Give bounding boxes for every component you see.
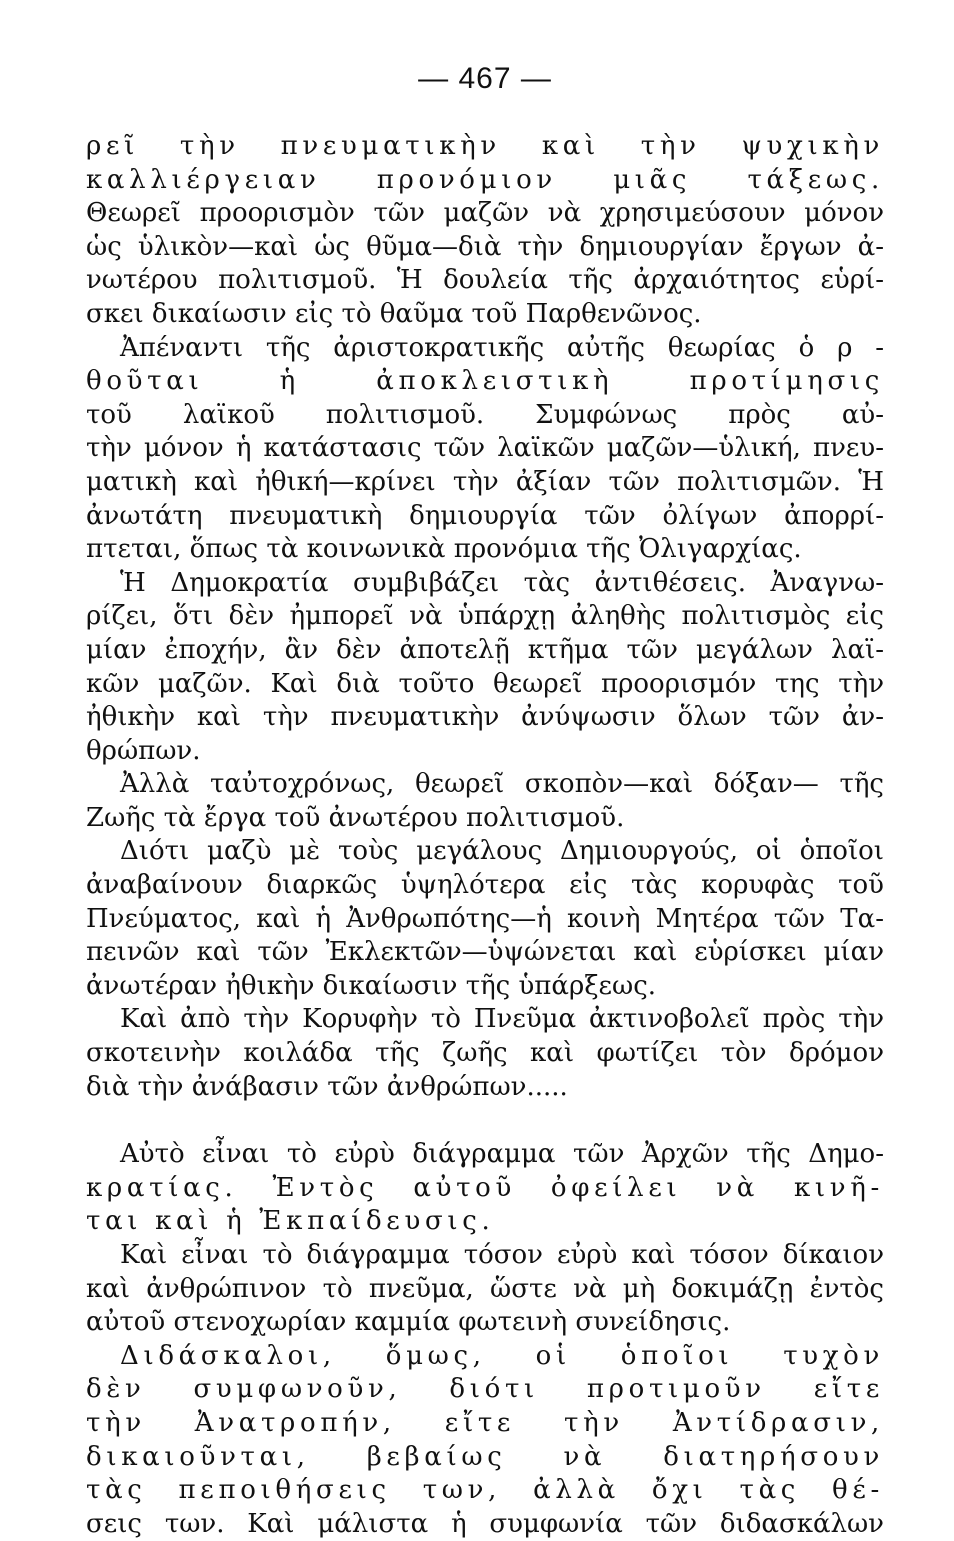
text-line: ἀνωτέραν ἠθικὴν δικαίωσιν τῆς ὑπάρξεως. — [86, 970, 657, 1001]
text-line: ρίζει, ὅτι δὲν ἠμπορεῖ νὰ ὑπάρχῃ ἀληθὴς πολιτισμὸς εἰς — [86, 601, 884, 632]
text-line: κρατίας. Ἐντὸς αὐτοῦ ὀφείλει νὰ κινῆ- — [86, 1172, 884, 1203]
text-line: ται καὶ ἡ Ἐκπαίδευσις. — [86, 1206, 495, 1237]
text-line: Διδάσκαλοι, ὅμως, οἱ ὁποῖοι τυχὸν — [120, 1340, 884, 1371]
text-line: Αὐτὸ εἶναι τὸ εὐρὺ διάγραμμα τῶν Ἀρχῶν τῆς Δημο- — [120, 1139, 884, 1170]
text-line: Διότι μαζὺ μὲ τοὺς μεγάλους Δημιουργούς, οἱ ὁποῖοι — [120, 836, 884, 867]
text-line: δὲν συμφωνοῦν, διότι προτιμοῦν εἴτε — [86, 1374, 884, 1405]
text-line: τὰς πεποιθήσεις των, ἀλλὰ ὄχι τὰς θέ- — [86, 1475, 884, 1506]
text-line: Ζωῆς τὰ ἔργα τοῦ ἀνωτέρου πολιτισμοῦ. — [86, 802, 625, 833]
text-line: νωτέρου πολιτισμοῦ. Ἡ δουλεία τῆς ἀρχαιότητος εὑρί- — [86, 265, 884, 296]
text-line: κῶν μαζῶν. Καὶ διὰ τοῦτο θεωρεῖ προορισμόν της τὴν — [86, 668, 884, 699]
text-line: θοῦται ἡ ἀποκλειστικὴ προτίμησις — [86, 366, 884, 397]
text-line: μίαν ἐποχήν, ἂν δὲν ἀποτελῇ κτῆμα τῶν μεγάλων λαϊ- — [86, 634, 884, 665]
text-line: καὶ ἀνθρώπινον τὸ πνεῦμα, ὥστε νὰ μὴ δοκιμάζῃ ἐντὸς — [86, 1273, 884, 1304]
text-line: Ἀλλὰ ταὐτοχρόνως, θεωρεῖ σκοπὸν—καὶ δόξαν— τῆς — [120, 769, 884, 800]
text-line: σκοτεινὴν κοιλάδα τῆς ζωῆς καὶ φωτίζει τὸν δρόμον — [86, 1038, 884, 1069]
text-line: θρώπων. — [86, 735, 201, 766]
text-line: ἠθικὴν καὶ τὴν πνευματικὴν ἀνύψωσιν ὅλων τῶν ἀν- — [86, 702, 884, 733]
text-line: τὴν Ἀνατροπήν, εἴτε τὴν Ἀντίδρασιν, — [86, 1407, 884, 1438]
text-line: ματικὴ καὶ ἠθική—κρίνει τὴν ἀξίαν τῶν πολιτισμῶν. Ἡ — [86, 466, 884, 497]
text-line: ὡς ὑλικὸν—καὶ ὡς θῦμα—διὰ τὴν δημιουργίαν ἔργων ἀ- — [86, 231, 884, 262]
section-gap — [86, 1104, 884, 1138]
text-line: τοῦ λαϊκοῦ πολιτισμοῦ. Συμφώνως πρὸς αὐ- — [86, 399, 884, 430]
text-line: σκει δικαίωσιν εἰς τὸ θαῦμα τοῦ Παρθενῶνος. — [86, 298, 702, 329]
text-line: Πνεύματος, καὶ ἡ Ἀνθρωπότης—ἡ κοινὴ Μητέρα τῶν Τα- — [86, 903, 884, 934]
text-line: Καὶ εἶναι τὸ διάγραμμα τόσον εὐρὺ καὶ τόσον δίκαιον — [120, 1240, 884, 1270]
text-line: Ἀπέναντι τῆς ἀριστοκρατικῆς αὐτῆς θεωρίας ὁ ρ - — [120, 332, 884, 363]
text-line: Καὶ ἀπὸ τὴν Κορυφὴν τὸ Πνεῦμα ἀκτινοβολεῖ πρὸς τὴν — [120, 1004, 884, 1035]
text-line: Ἡ Δημοκρατία συμβιβάζει τὰς ἀντιθέσεις. Ἀναγνω- — [120, 567, 884, 598]
text-line: ἀνωτάτη πνευματικὴ δημιουργία τῶν ὀλίγων ἀπορρί- — [86, 500, 884, 531]
text-line: αὐτοῦ στενοχωρίαν καμμία φωτεινὴ συνείδησις. — [86, 1307, 731, 1338]
text-line: δικαιοῦνται, βεβαίως νὰ διατηρήσουν — [86, 1441, 884, 1472]
text-line: Θεωρεῖ προορισμὸν τῶν μαζῶν νὰ χρησιμεύσουν μόνον — [86, 198, 884, 229]
page-number: — 467 — — [418, 62, 552, 95]
body-text — [86, 130, 884, 1541]
text-line: ἀναβαίνουν διαρκῶς ὑψηλότερα εἰς τὰς κορυφὰς τοῦ — [86, 870, 884, 901]
text-line: ρεῖ τὴν πνευματικὴν καὶ τὴν ψυχικὴν — [86, 131, 884, 161]
text-line: τὴν μόνον ἡ κατάστασις τῶν λαϊκῶν μαζῶν—ὑλική, πνευ- — [86, 433, 884, 464]
text-line: πτεται, ὅπως τὰ κοινωνικὰ προνόμια τῆς Ὀλιγαρχίας. — [86, 534, 802, 565]
text-line: διὰ τὴν ἀνάβασιν τῶν ἀνθρώπων..... — [86, 1071, 568, 1102]
text-line: πεινῶν καὶ τῶν Ἐκλεκτῶν—ὑψώνεται καὶ εὑρίσκει μίαν — [86, 937, 884, 968]
text-line: καλλιέργειαν προνόμιον μιᾶς τάξεως. — [86, 164, 884, 195]
text-line: σεις των. Καὶ μάλιστα ἡ συμφωνία τῶν διδασκάλων — [86, 1508, 884, 1539]
